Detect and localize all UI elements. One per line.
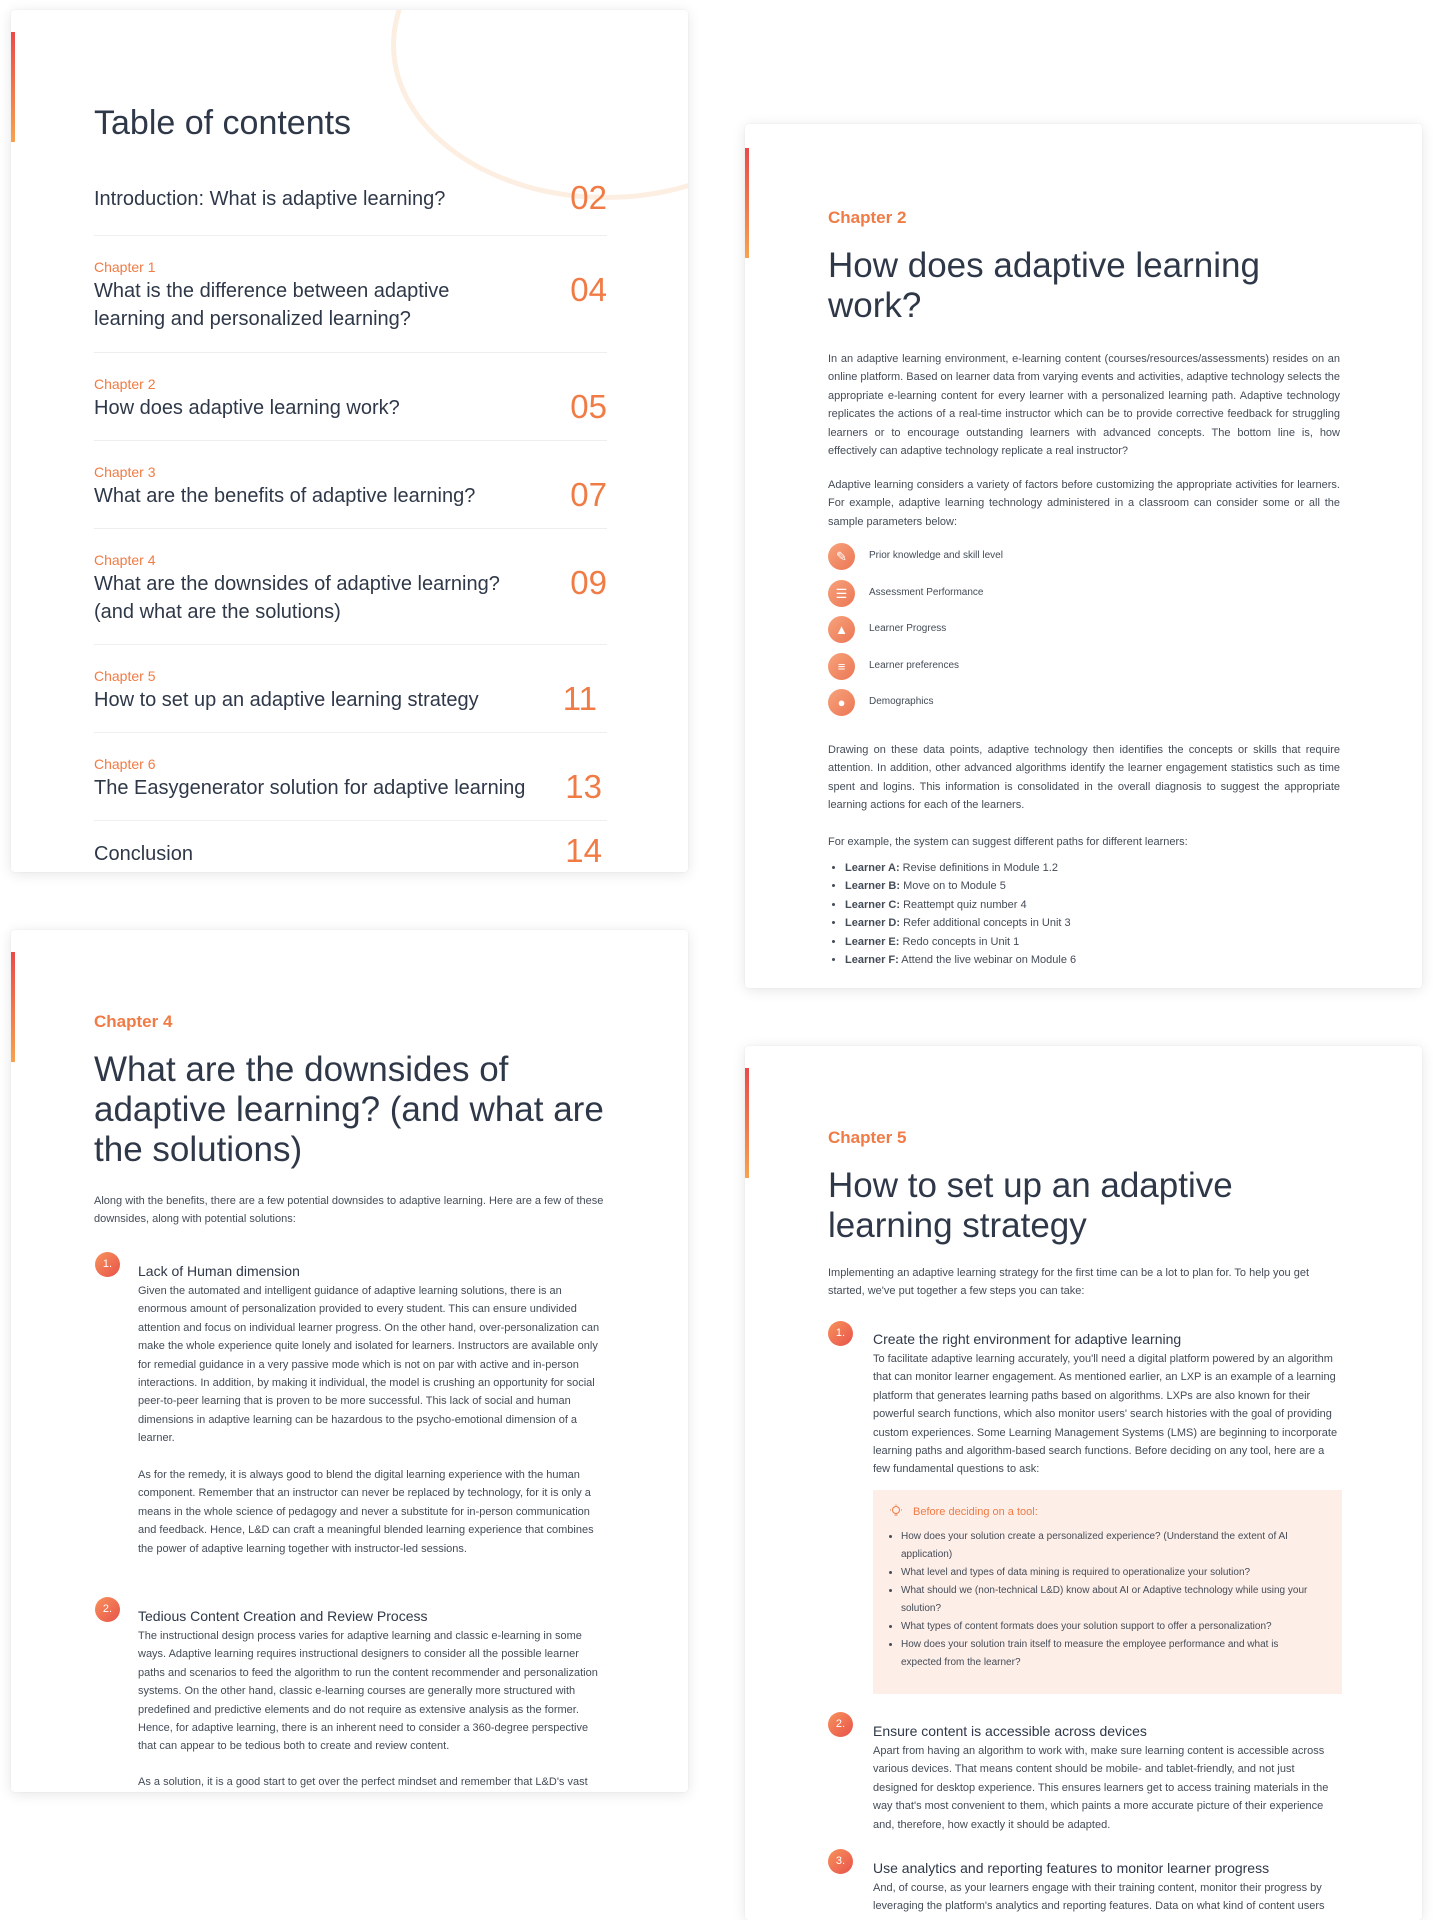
divider xyxy=(94,235,607,236)
toc-item-chapter-3[interactable] xyxy=(94,464,607,513)
list-item: • Learner E: Redo concepts in Unit 1 xyxy=(845,933,1345,951)
item-title: Tedious Content Creation and Review Process xyxy=(138,1608,428,1624)
list-item: • What types of content formats does your solution support to offer a personalization? xyxy=(901,1618,1321,1636)
paragraph: For example, the system can suggest different paths for different learners: xyxy=(828,836,1188,848)
accent-bar xyxy=(745,148,749,258)
toc-item-chapter-2[interactable] xyxy=(94,376,607,425)
paragraph: Implementing an adaptive learning strategy for the first time can be a lot to plan for. To help you get started, we've put together a few steps you can take: xyxy=(828,1267,1310,1298)
chapter-4-page xyxy=(11,930,688,1792)
toc-item-title: What are the downsides of adaptive learning? (and what are the solutions) xyxy=(94,573,500,623)
chapter-label: Chapter 2 xyxy=(828,208,907,227)
paragraph: The instructional design process varies for adaptive learning and classic e-learning in some ways. Adaptive learning requires instructional designers to consider all the possible learner paths and scenarios to feed the algorithm to run the content recommender and personalization systems. On the other hand, classic e-learning courses are generally more structured with predefined and predictive elements and do not require as extensive analysis as the former. Hence, for adaptive learning, there is an inherent need to consider a 360-degree perspective that can appear to be tedious both to create and review content. xyxy=(138,1630,598,1753)
parameter-text: Demographics xyxy=(869,696,934,707)
toc-title: Table of contents xyxy=(94,104,352,142)
list-item: • Learner D: Refer additional concepts in Unit 3 xyxy=(845,914,1345,932)
toc-page xyxy=(11,10,688,872)
toc-item-page: 05 xyxy=(570,388,607,425)
toc-item-chapter-4[interactable] xyxy=(94,552,607,626)
toc-item-label: Chapter 1 xyxy=(94,259,156,275)
step-number-badge: 1. xyxy=(828,1321,853,1346)
list-item: • How does your solution train itself to measure the employee performance and what is expected from the learner? xyxy=(901,1636,1321,1672)
divider xyxy=(94,352,607,353)
decorative-arc xyxy=(391,10,688,200)
paragraph: Along with the benefits, there are a few potential downsides to adaptive learning. Here are a few of these downsides, along with potential solutions: xyxy=(94,1195,604,1226)
toc-item-title: How to set up an adaptive learning strategy xyxy=(94,689,479,711)
progress-icon: ▲ xyxy=(828,616,855,643)
step-number-badge: 2. xyxy=(95,1597,120,1622)
paragraph: And, of course, as your learners engage with their training content, monitor their progress by leveraging the platform's analytics and reporting features. Data on what kind of content users xyxy=(873,1882,1325,1913)
paragraph: Drawing on these data points, adaptive technology then identifies the concepts or skills that require attention. In addition, other advanced algorithms identify the learner engagement statistics such as time spent and logins. This information is consolidated in the overall diagnosis to suggest the appropriate learning actions for each of the learners. xyxy=(828,744,1340,812)
toc-item-title: Conclusion xyxy=(94,843,193,865)
chapter-2-page xyxy=(745,124,1422,988)
toc-item-conclusion[interactable] xyxy=(94,832,607,869)
toc-item-title: What are the benefits of adaptive learning? xyxy=(94,485,476,507)
toc-item-label: Chapter 2 xyxy=(94,376,156,392)
chapter-5-page xyxy=(745,1046,1422,1920)
knowledge-icon: ✎ xyxy=(828,543,855,570)
toc-item-title: Introduction: What is adaptive learning? xyxy=(94,188,446,210)
toc-item-title: The Easygenerator solution for adaptive learning xyxy=(94,777,526,799)
parameter-text: Prior knowledge and skill level xyxy=(869,550,1003,561)
demographics-icon: ● xyxy=(828,689,855,716)
item-title: Create the right environment for adaptive learning xyxy=(873,1331,1182,1347)
assessment-icon: ☰ xyxy=(828,580,855,607)
divider xyxy=(94,528,607,529)
toc-item-title: How does adaptive learning work? xyxy=(94,397,400,419)
paragraph: Apart from having an algorithm to work with, make sure learning content is accessible across various devices. That means content should be mobile- and tablet-friendly, and not just designed for desktop experience. This ensures learners get to access training materials in the way that's most convenient to them, which paints a more accurate picture of their experience and, therefore, how exactly it should be adapted. xyxy=(873,1745,1329,1831)
tip-heading: Before deciding on a tool: xyxy=(913,1506,1038,1518)
list-item: • Learner C: Reattempt quiz number 4 xyxy=(845,896,1345,914)
divider xyxy=(94,732,607,733)
question-list xyxy=(887,1528,1321,1672)
item-title: Lack of Human dimension xyxy=(138,1263,300,1279)
divider xyxy=(94,820,607,821)
step-number-badge: 2. xyxy=(828,1712,853,1737)
parameter-text: Learner Progress xyxy=(869,623,947,634)
toc-item-chapter-1[interactable] xyxy=(94,259,607,333)
preferences-icon: ≡ xyxy=(828,653,855,680)
list-item: • How does your solution create a personalized experience? (Understand the extent of AI application) xyxy=(901,1528,1321,1564)
chapter-title: What are the downsides of adaptive learning? (and what are the solutions) xyxy=(94,1050,604,1169)
step-number-badge: 1. xyxy=(95,1252,120,1277)
divider xyxy=(94,440,607,441)
toc-item-page: 14 xyxy=(565,832,602,869)
accent-bar xyxy=(11,32,15,142)
parameter-text: Assessment Performance xyxy=(869,587,984,598)
paragraph: Given the automated and intelligent guidance of adaptive learning solutions, there is an enormous amount of personalization provided to every student. This can ensure undivided attention and focus on individual learner progress. On the other hand, over-personalization can make the whole experience quite lonely and isolated for learners. Instructors are available only for remedial guidance in a very passive mode which is not on par with active and in-person interactions. In addition, by making it individual, the model is crushing an opportunity for social peer-to-peer learning that is proven to be more successful. This lack of social and human dimensions in adaptive learning can be hazardous to the psycho-emotional dimension of a learner. xyxy=(138,1285,600,1445)
chapter-label: Chapter 5 xyxy=(828,1128,907,1147)
accent-bar xyxy=(745,1068,749,1178)
list-item: • What level and types of data mining is required to operationalize your solution? xyxy=(901,1564,1321,1582)
tip-box xyxy=(873,1490,1342,1694)
toc-item-label: Chapter 3 xyxy=(94,464,156,480)
learner-paths-list xyxy=(828,859,1345,969)
toc-item-page: 09 xyxy=(570,564,607,601)
paragraph: As for the remedy, it is always good to blend the digital learning experience with the human component. Remember that an instructor can never be replaced by technology, for it is only a means in the whole science of pedagogy and never a substitute for in-person communication and feedback. Hence, L&D can craft a meaningful blended learning experience that combines the power of adaptive learning together with instructor-led sessions. xyxy=(138,1469,594,1555)
accent-bar xyxy=(11,952,15,1062)
toc-item-introduction[interactable] xyxy=(94,179,607,216)
step-number-badge: 3. xyxy=(828,1849,853,1874)
toc-item-label: Chapter 6 xyxy=(94,756,156,772)
chapter-title: How to set up an adaptive learning strategy xyxy=(828,1166,1233,1245)
toc-item-chapter-5[interactable] xyxy=(94,668,607,717)
toc-item-title: What is the difference between adaptive learning and personalized learning? xyxy=(94,280,450,330)
paragraph: Adaptive learning considers a variety of factors before customizing the appropriate activities for learners. For example, adaptive learning technology administered in a classroom can consider some or all the sample parameters below: xyxy=(828,479,1340,528)
paragraph: To facilitate adaptive learning accurately, you'll need a digital platform powered by an algorithm that can monitor learner engagement. As mentioned earlier, an LXP is an example of a learning platform that generates learning paths based on algorithms. LXPs are also known for their powerful search functions, which also monitor users' search histories with the goal of providing custom experiences. Some Learning Management Systems (LMS) are beginning to incorporate learning paths and algorithm-based search functions. Before deciding on any tool, here are a few fundamental questions to ask: xyxy=(873,1353,1338,1476)
item-title: Ensure content is accessible across devices xyxy=(873,1723,1147,1739)
list-item: • Learner B: Move on to Module 5 xyxy=(845,877,1345,895)
item-title: Use analytics and reporting features to monitor learner progress xyxy=(873,1860,1270,1876)
divider xyxy=(94,644,607,645)
chapter-label: Chapter 4 xyxy=(94,1012,173,1031)
toc-item-page: 02 xyxy=(570,179,607,216)
chapter-title: How does adaptive learning work? xyxy=(828,246,1260,325)
toc-item-chapter-6[interactable] xyxy=(94,756,607,805)
paragraph: As a solution, it is a good start to get over the perfect mindset and remember that L&D's vast xyxy=(138,1776,588,1788)
list-item: • What should we (non-technical L&D) know about AI or Adaptive technology while using your solution? xyxy=(901,1582,1321,1618)
paragraph: In an adaptive learning environment, e-learning content (courses/resources/assessments) resides on an online platform. Based on learner data from varying events and activities, adaptive technology selects the appropriate e-learning content for every learner with a personalized learning path. Adaptive technology replicates the actions of a real-time instructor which can be to provide corrective feedback for struggling learners or to encourage outstanding learners with advanced concepts. The bottom line is, how effectively can adaptive technology replicate a real instructor? xyxy=(828,353,1340,458)
list-item: • Learner A: Revise definitions in Module 1.2 xyxy=(845,859,1345,877)
lightbulb-icon xyxy=(889,1504,903,1518)
toc-item-page: 11 xyxy=(562,680,597,717)
toc-item-label: Chapter 5 xyxy=(94,668,156,684)
parameter-text: Learner preferences xyxy=(869,660,960,671)
toc-item-page: 13 xyxy=(565,768,602,805)
toc-item-label: Chapter 4 xyxy=(94,552,156,568)
toc-item-page: 07 xyxy=(570,476,607,513)
toc-item-page: 04 xyxy=(570,271,607,308)
list-item: • Learner F: Attend the live webinar on Module 6 xyxy=(845,951,1345,969)
